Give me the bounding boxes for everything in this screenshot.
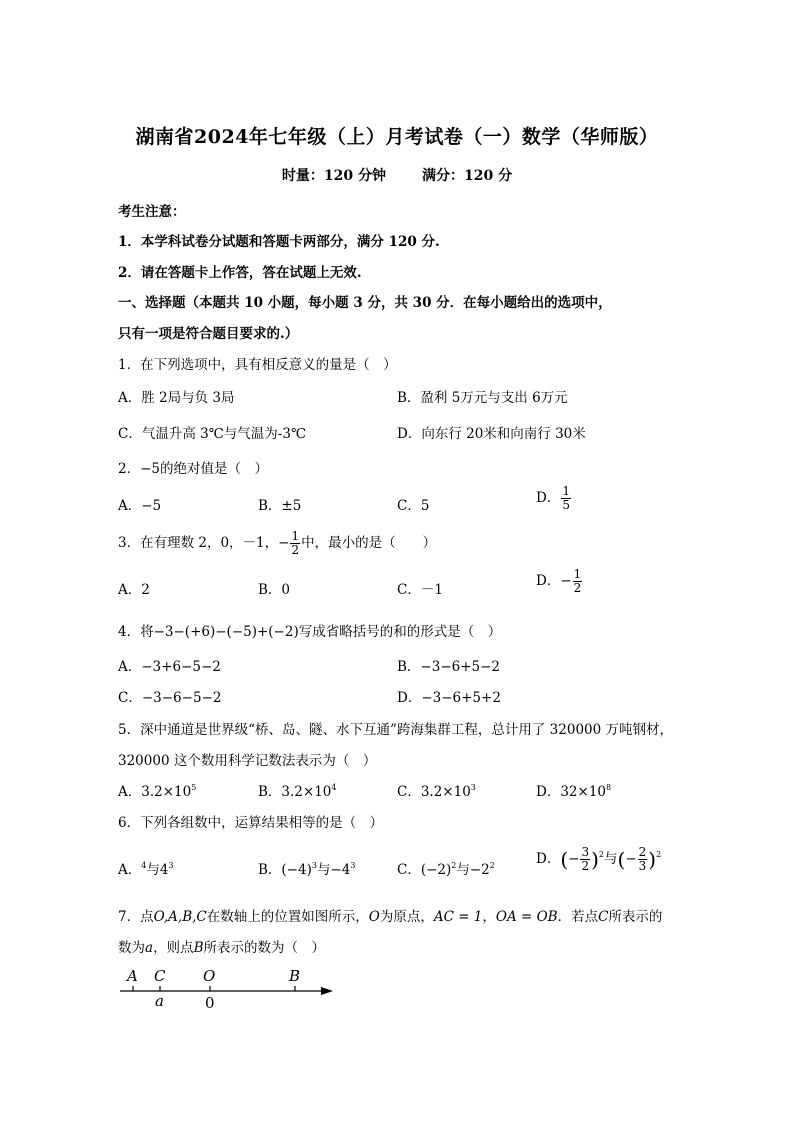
number-line-figure xyxy=(115,962,345,1014)
option-text: C．(−2) xyxy=(397,862,452,878)
fraction xyxy=(290,530,300,557)
fraction xyxy=(638,846,648,873)
paren: ( xyxy=(560,847,569,872)
question-5-option-a xyxy=(118,780,196,800)
exponent: 2 xyxy=(451,861,457,870)
option-label: D． xyxy=(536,490,561,506)
question-5-option-c xyxy=(397,780,476,800)
exponent: 5 xyxy=(191,783,197,792)
question-6-stem: 6．下列各组数中，运算结果相等的是（ ） xyxy=(118,815,384,831)
exponent: 2 xyxy=(489,861,495,870)
section-heading-line-1: 一、选择题（本题共 10 小题，每小题 3 分，共 30 分．在每小题给出的选项中， xyxy=(118,295,612,311)
stem-text: ．若点 xyxy=(557,909,599,925)
math-variable: a xyxy=(145,940,154,956)
question-5-option-d xyxy=(536,780,611,800)
question-5-stem-line-1: 5．深中通道是世界级“桥、岛、隧、水下互通”跨海集群工程，总计用了 320000 万吨钢材， xyxy=(118,722,674,738)
fraction xyxy=(561,485,571,512)
question-1-option-c: C．气温升高 3℃与气温为-3℃ xyxy=(118,426,307,442)
question-1-option-b: B．盈利 5万元与支出 6万元 xyxy=(397,390,568,406)
question-1-option-a: A．胜 2局与负 3局 xyxy=(118,390,235,406)
stem-text: 数为 xyxy=(118,940,145,956)
paren: ) xyxy=(591,847,599,872)
question-5-option-b xyxy=(258,780,336,800)
math-point: B xyxy=(193,940,204,956)
exponent: 2 xyxy=(598,850,604,859)
note-item-2: 2．请在答题卡上作答，答在试题上无效. xyxy=(118,265,362,281)
question-6-option-c xyxy=(397,858,495,878)
question-2-option-d xyxy=(536,485,572,512)
option-text: 与4 xyxy=(146,862,169,878)
question-4-stem: 4．将−3−(+6)−(−5)+(−2)写成省略括号的和的形式是（ ） xyxy=(118,624,502,640)
math-points: O,A,B,C xyxy=(153,909,207,925)
option-text: 与−4 xyxy=(316,862,351,878)
question-7-stem-line-2 xyxy=(118,936,325,956)
math-expression: AC = 1 xyxy=(433,909,483,925)
label-a: A xyxy=(127,967,138,985)
question-4-option-c: C．−3−6−5−2 xyxy=(118,690,222,706)
option-text: 与 xyxy=(604,851,618,867)
question-7-stem-line-1 xyxy=(118,905,662,925)
question-3-option-d xyxy=(536,568,583,595)
question-6-option-a xyxy=(118,858,174,878)
exponent: 3 xyxy=(350,861,356,870)
denominator: 2 xyxy=(291,543,300,557)
option-text: D．32×10 xyxy=(536,784,606,800)
label-value-a: a xyxy=(155,992,164,1010)
exponent: 8 xyxy=(606,783,612,792)
exponent: 3 xyxy=(470,783,476,792)
numerator: 3 xyxy=(581,845,590,859)
paren: ) xyxy=(648,847,657,872)
stem-text: 所表示的 xyxy=(608,909,663,925)
time-limit: 时量：120 分钟 xyxy=(281,168,386,184)
question-4-option-d: D．−3−6+5+2 xyxy=(397,690,501,706)
question-5-stem-line-2: 320000 这个数用科学记数法表示为（ ） xyxy=(118,753,377,769)
notes-heading: 考生注意： xyxy=(118,204,186,220)
section-heading-line-2: 只有一项是符合题目要求的.） xyxy=(118,326,299,342)
numerator: 1 xyxy=(562,484,570,498)
stem-text: 中，最小的是（ ） xyxy=(301,535,437,551)
denominator: 3 xyxy=(638,859,647,873)
denominator: 2 xyxy=(581,859,590,873)
option-text: 与−2 xyxy=(456,862,490,878)
exponent: 4 xyxy=(141,861,147,870)
question-4-option-a: A．−3+6−5−2 xyxy=(118,659,221,675)
label-b: B xyxy=(289,967,301,985)
question-1-stem: 1．在下列选项中，具有相反意义的量是（ ） xyxy=(118,357,397,373)
paren: ( xyxy=(617,847,626,872)
denominator: 2 xyxy=(573,581,582,595)
option-label: D．− xyxy=(536,573,572,589)
option-text: C．3.2×10 xyxy=(397,784,471,800)
option-text: B．(−4) xyxy=(258,862,312,878)
math-point: O xyxy=(368,909,380,925)
question-2-option-b: B．±5 xyxy=(258,498,302,514)
label-c: C xyxy=(154,967,166,985)
label-o: O xyxy=(203,967,216,985)
fraction xyxy=(580,846,590,873)
question-2-stem: 2．−5的绝对值是（ ） xyxy=(118,461,268,477)
exponent: 4 xyxy=(331,783,337,792)
numerator: 1 xyxy=(573,567,582,581)
option-label: D． xyxy=(536,851,561,867)
note-item-1: 1．本学科试卷分试题和答题卡两部分，满分 120 分. xyxy=(118,234,440,250)
question-3-option-b: B．0 xyxy=(258,582,291,598)
option-label: A． xyxy=(118,862,142,878)
stem-text: 在数轴上的位置如图所示， xyxy=(206,909,369,925)
question-1-option-d: D．向东行 20米和向南行 30米 xyxy=(397,426,586,442)
option-text: B．3.2×10 xyxy=(258,784,332,800)
question-6-option-b xyxy=(258,858,355,878)
stem-text: 所表示的数为（ ） xyxy=(203,940,325,956)
question-3-stem xyxy=(118,530,436,557)
math-point: C xyxy=(598,909,609,925)
exponent: 2 xyxy=(656,850,662,859)
denominator: 5 xyxy=(562,498,570,512)
question-6-option-d: D．(− $\frac{3}{2}$ )$^2$与(− $\frac{2}{3}$ )$^2$ xyxy=(536,845,662,873)
stem-text: ， xyxy=(482,909,496,925)
option-text: A．3.2×10 xyxy=(118,784,192,800)
question-3-option-a: A．2 xyxy=(118,582,150,598)
question-2-option-a: A．−5 xyxy=(118,498,162,514)
full-score: 满分：120 分 xyxy=(422,168,513,184)
stem-text: 为原点， xyxy=(379,909,434,925)
numerator: 2 xyxy=(638,845,647,859)
stem-text: 7．点 xyxy=(118,909,154,925)
label-zero: 0 xyxy=(205,994,215,1012)
fraction xyxy=(573,568,583,595)
exponent: 3 xyxy=(168,861,174,870)
exam-info xyxy=(0,165,794,185)
numerator: 1 xyxy=(291,529,300,543)
math-expression: OA = OB xyxy=(495,909,558,925)
question-3-option-c: C．－1 xyxy=(397,582,443,598)
arrow-icon xyxy=(321,987,333,995)
stem-text: ，则点 xyxy=(153,940,194,956)
exponent: 3 xyxy=(311,861,317,870)
page-title: 湖南省2024年七年级（上）月考试卷（一）数学（华师版） xyxy=(135,126,659,148)
stem-text: 3．在有理数 2，0，－1，− xyxy=(118,535,290,551)
question-2-option-c: C．5 xyxy=(397,498,430,514)
question-4-option-b: B．−3−6+5−2 xyxy=(397,659,501,675)
